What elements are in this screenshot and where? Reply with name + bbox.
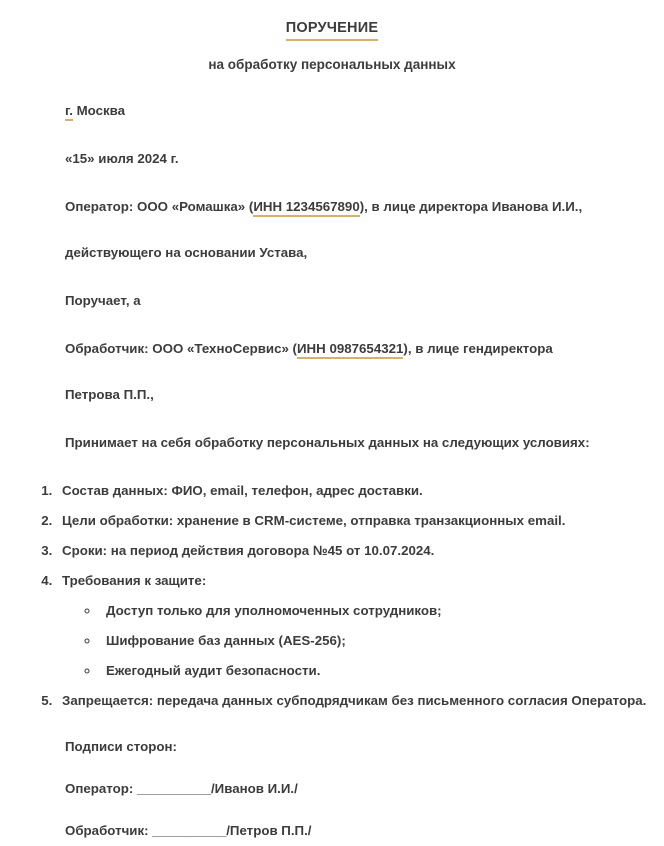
conditions-list [0,476,664,716]
condition-text: Состав данных: ФИО, email, телефон, адрес доставки. [62,483,423,498]
requirement-text: Доступ только для уполномоченных сотрудников; [106,603,442,618]
processor-paragraph [65,334,634,364]
processor-suffix: ), в лице гендиректора [403,341,553,356]
operator-continuation: действующего на основании Устава, [65,245,308,260]
processor-signature-line: Обработчик: __________/Петров П.П./ [65,823,312,838]
city-line [65,96,634,126]
list-item [56,566,664,686]
signatures-section [0,732,664,846]
page-title: ПОРУЧЕНИЕ [286,20,378,41]
operator-prefix: Оператор: ООО «Ромашка» ( [65,199,254,214]
signatures-heading: Подписи сторон: [65,739,177,754]
document-subtitle: на обработку персональных данных [208,57,456,72]
processor-continuation: Петрова П.П., [65,387,154,402]
processor-inn: ИНН 0987654321 [297,341,403,359]
date-line: «15» июля 2024 г. [65,151,179,166]
operator-signature-line: Оператор: __________/Иванов И.И./ [65,781,298,796]
acceptance-line: Принимает на себя обработку персональных данных на следующих условиях: [65,435,590,450]
requirement-text: Шифрование баз данных (AES-256); [106,633,346,648]
operator-paragraph [65,192,634,222]
list-item [56,506,664,536]
city-abbreviation: г. [65,103,73,121]
connector-line: Поручает, а [65,293,141,308]
protection-requirements-list [62,596,664,686]
list-item [100,596,664,626]
list-item [100,626,664,656]
condition-text: Запрещается: передача данных субподрядчикам без письменного согласия Оператора. [62,693,647,708]
document-title-container [0,0,664,41]
requirement-text: Ежегодный аудит безопасности. [106,663,321,678]
list-item [56,686,664,716]
processor-prefix: Обработчик: ООО «ТехноСервис» ( [65,341,297,356]
condition-text: Цели обработки: хранение в CRM-системе, отправка транзакционных email. [62,513,566,528]
operator-suffix: ), в лице директора Иванова И.И., [359,199,583,214]
list-item [56,536,664,566]
condition-text: Сроки: на период действия договора №45 от 10.07.2024. [62,543,435,558]
city-name: Москва [72,103,126,118]
list-item [100,656,664,686]
list-item [56,476,664,506]
document-body [0,96,664,458]
condition-text: Требования к защите: [62,573,207,588]
operator-inn: ИНН 1234567890 [253,199,359,217]
